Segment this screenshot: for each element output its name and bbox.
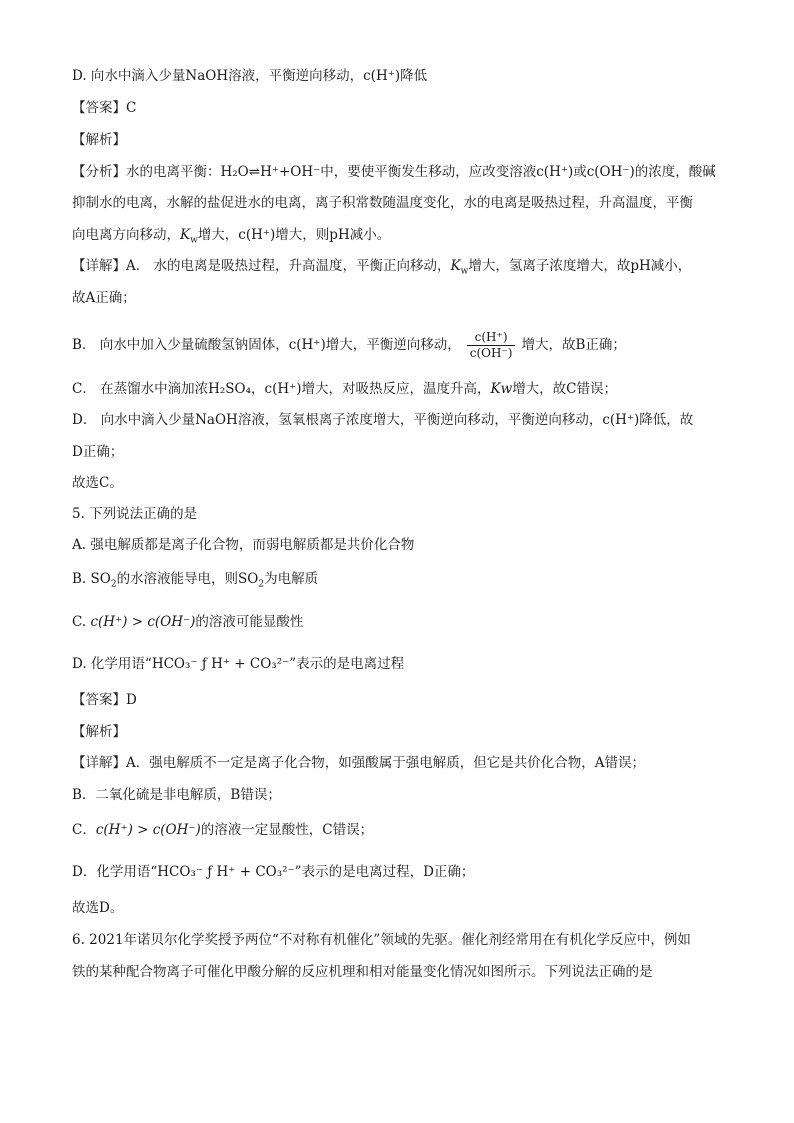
q4-detail-a-line-1 bbox=[72, 256, 722, 276]
q5-detail-b: B．二氧化硫是非电解质，B错误； bbox=[72, 787, 281, 803]
q4-detail-d-line-2: D正确； bbox=[72, 444, 124, 460]
q4-analysis-tag: 【解析】 bbox=[72, 132, 126, 148]
option-b-mid: 的水溶液能导电，则SO bbox=[116, 571, 259, 587]
q5-option-c bbox=[72, 612, 722, 632]
q5-option-b: B. $SO_2$的水溶液能导电，则$SO_2$为电解质 bbox=[72, 571, 319, 590]
kw-symbol: K bbox=[180, 227, 191, 243]
option-b-pre: B. SO bbox=[72, 571, 111, 587]
detail-c-label: C． bbox=[72, 822, 96, 838]
detail-a-pre: A． 水的电离是吸热过程，升高温度，平衡正向移动， bbox=[126, 258, 451, 274]
answer-tag: 【答案】 bbox=[72, 100, 126, 116]
detail-c-expression: c(H⁺) > c(OH⁻) bbox=[95, 822, 201, 838]
answer-tag-2: 【答案】 bbox=[72, 692, 126, 708]
detail-c-pre: C． 在蒸馏水中滴加浓H₂SO₄，c(H⁺)增大，对吸热反应，温度升高， bbox=[72, 381, 491, 397]
q5-option-d bbox=[72, 654, 722, 674]
q4-detail-d-line-1: D． 向水中滴入少量NaOH溶液，氢氧根离子浓度增大，平衡逆向移动，平衡逆向移动，c(H⁺)降低，故 bbox=[72, 412, 694, 428]
q4-fenxi-line-3 bbox=[72, 225, 722, 245]
kw-subscript-2: w bbox=[460, 266, 469, 277]
kw-symbol-3: Kw bbox=[490, 381, 513, 397]
q4-detail-c bbox=[72, 379, 722, 399]
q5-analysis-tag: 【解析】 bbox=[72, 724, 126, 740]
fenxi-tag: 【分析】 bbox=[72, 164, 126, 180]
q5-conclusion: 故选D。 bbox=[72, 900, 124, 916]
kw-subscript: w bbox=[190, 235, 198, 246]
q5-option-a: A. 强电解质都是离子化合物，而弱电解质都是共价化合物 bbox=[72, 537, 415, 553]
option-c-expression: c(H⁺) > c(OH⁻) bbox=[90, 614, 196, 630]
answer-value-2: D bbox=[126, 692, 137, 708]
option-d-text: ”表示的是电离过程 bbox=[289, 656, 405, 672]
q4-conclusion: 故选C。 bbox=[72, 475, 123, 491]
q5-detail-c bbox=[72, 820, 722, 840]
detail-d-text: ”表示的是电离过程，D正确； bbox=[294, 864, 475, 880]
q5-detail-d bbox=[72, 862, 722, 882]
detail-a-post: 增大，氢离子浓度增大，故pH减小， bbox=[468, 258, 692, 274]
detail-tag: 【详解】 bbox=[72, 258, 126, 274]
detail-tag-2: 【详解】 bbox=[72, 755, 126, 771]
detail-d-expression: HCO₃⁻ ƒ H⁺ + CO₃²⁻ bbox=[157, 864, 295, 880]
fraction-numerator: c(H⁺) bbox=[467, 330, 516, 346]
option-d-label: D. 化学用语“ bbox=[72, 656, 152, 672]
option-d-expression: HCO₃⁻ ƒ H⁺ + CO₃²⁻ bbox=[151, 656, 290, 672]
fenxi-text-3-pre: 向电离方向移动， bbox=[72, 227, 180, 243]
q5-detail-a-text: A．强电解质不一定是离子化合物，如强酸属于强电解质，但它是共价化合物，A错误； bbox=[126, 755, 645, 771]
detail-d-label: D．化学用语“ bbox=[72, 864, 158, 880]
kw-symbol-2: K bbox=[450, 258, 461, 274]
concentration-fraction bbox=[467, 330, 516, 361]
option-c-text: 的溶液可能显酸性 bbox=[195, 614, 304, 630]
detail-b-post: 增大，故B正确； bbox=[521, 337, 626, 353]
q4-fenxi-line-1 bbox=[72, 162, 722, 182]
detail-c-post: 增大，故C错误； bbox=[512, 381, 618, 397]
q4-fenxi-line-2: 抑制水的电离，水解的盐促进水的电离，离子积常数随温度变化，水的电离是吸热过程，升高温度，平衡 bbox=[72, 195, 693, 211]
detail-c-text: 的溶液一定显酸性，C错误； bbox=[200, 822, 374, 838]
q6-stem-line-2: 铁的某种配合物离子可催化甲酸分解的反应机理和相对能量变化情况如图所示。下列说法正确的是 bbox=[72, 964, 653, 980]
option-c-label: C. bbox=[72, 614, 87, 630]
fraction-denominator: c(OH⁻) bbox=[469, 346, 513, 360]
q4-detail-b bbox=[72, 330, 722, 361]
q4-detail-a-line-2: 故A正确； bbox=[72, 290, 136, 306]
answer-value: C bbox=[126, 100, 137, 116]
q6-stem-line-1: 6. 2021年诺贝尔化学奖授予两位“不对称有机催化”领域的先驱。催化剂经常用在有机化学反应中，例如 bbox=[72, 932, 691, 948]
fenxi-text-1: 水的电离平衡：H₂O⇌H⁺+OH⁻中，要使平衡发生移动，应改变溶液c(H⁺)或c(OH⁻)的浓度，酸碱 bbox=[126, 164, 716, 180]
fenxi-text-3-post: 增大，c(H⁺)增大，则pH减小。 bbox=[197, 227, 391, 243]
option-b-post: 为电解质 bbox=[264, 571, 319, 587]
detail-b-pre: B． 向水中加入少量硫酸氢钠固体，c(H⁺)增大，平衡逆向移动， bbox=[72, 337, 461, 353]
q5-detail-a bbox=[72, 753, 722, 773]
q4-answer bbox=[72, 98, 722, 118]
q5-stem: 5. 下列说法正确的是 bbox=[72, 506, 198, 522]
q4-option-d: D. 向水中滴入少量NaOH溶液，平衡逆向移动，c(H⁺)降低 bbox=[72, 68, 428, 84]
q5-answer bbox=[72, 690, 722, 710]
